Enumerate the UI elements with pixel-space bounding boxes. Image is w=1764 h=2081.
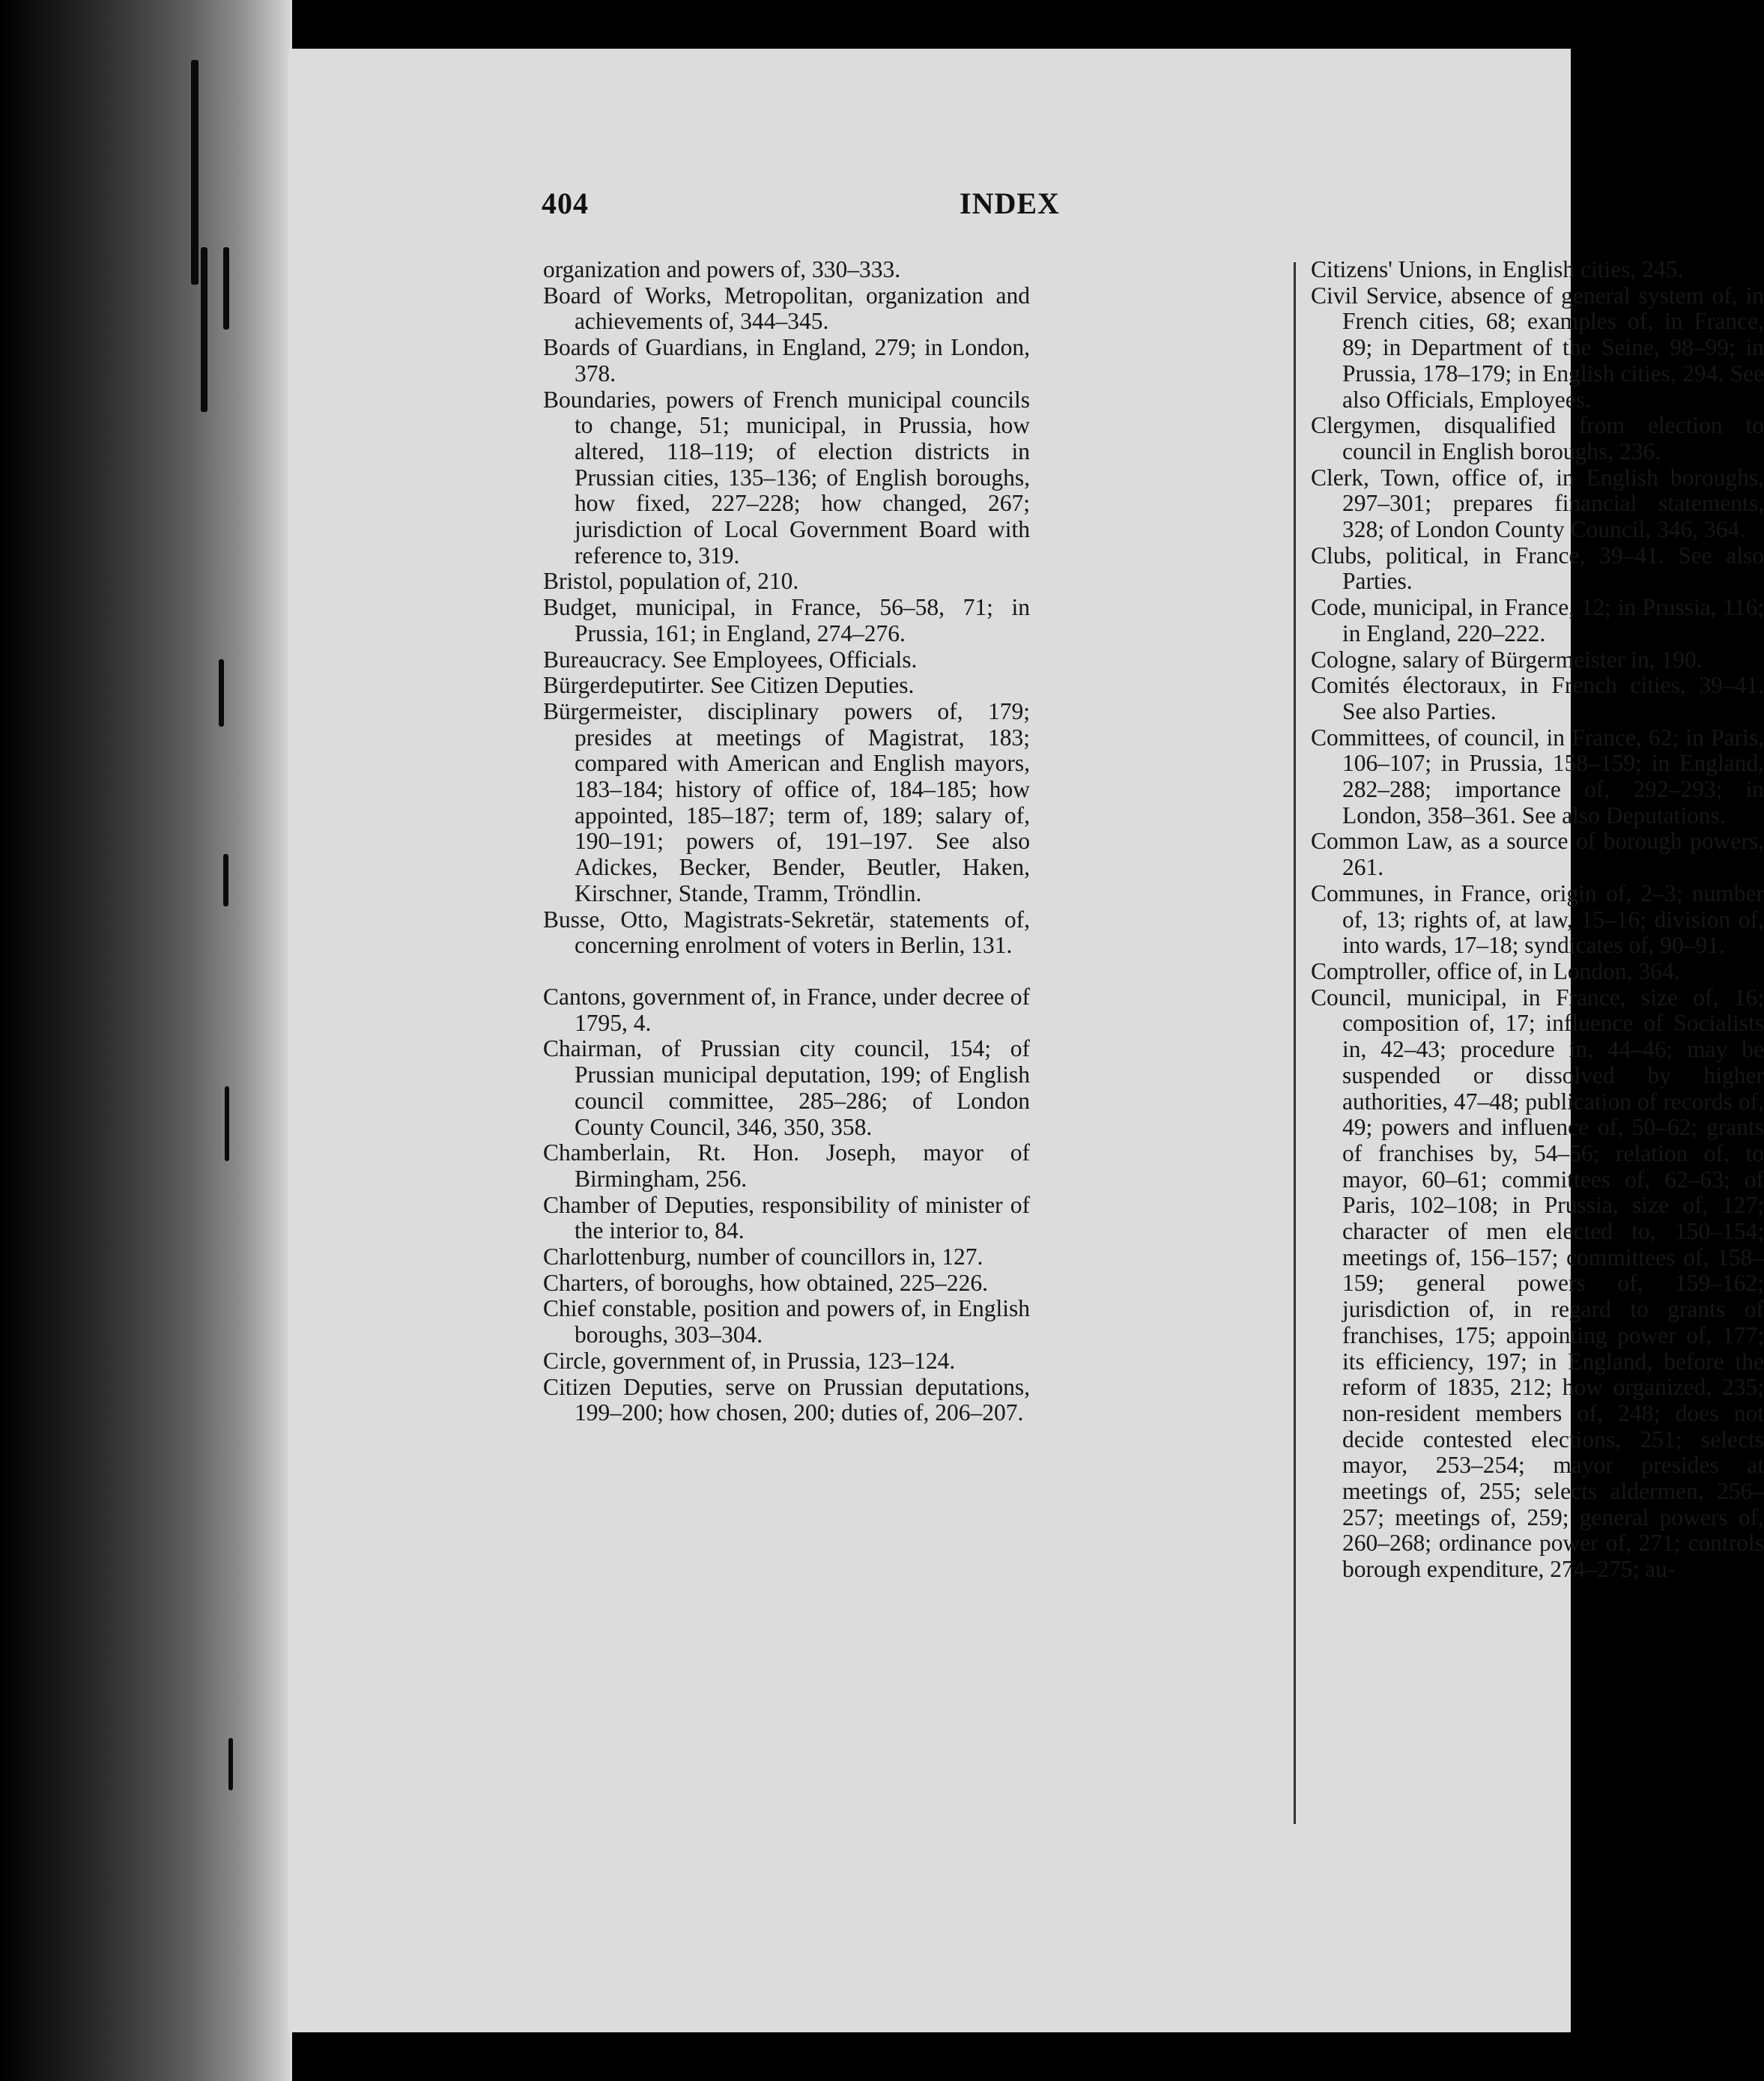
index-entry: Bureaucracy. See Employees, Officials. xyxy=(543,646,918,673)
index-entry: Chairman, of Prussian city council, 154; of Prussian municipal deputation, 199; of English council committee, 285–286; of London County Council, 346, 350, 358. xyxy=(543,1035,1030,1140)
page-number: 404 xyxy=(542,187,589,220)
index-entry: Comptroller, office of, in London, 364. xyxy=(1311,957,1680,984)
index-entry: Clerk, Town, office of, in English boroughs, 297–301; prepares financial statements, 328; of London County Council, 346, 364. xyxy=(1311,464,1764,543)
index-entry: Charters, of boroughs, how obtained, 225–226. xyxy=(543,1269,989,1296)
index-entry: Chamberlain, Rt. Hon. Joseph, mayor of Birmingham, 256. xyxy=(543,1139,1030,1192)
index-entry: Busse, Otto, Magistrats-Sekretär, statements of, concerning enrolment of voters in Berlin, 131. xyxy=(543,906,1030,959)
index-entry: Boundaries, powers of French municipal councils to change, 51; municipal, in Prussia, how altered, 118–119; of election districts in Prussian cities, 135–136; of English boroughs, how fixed, 227–228; how changed, 267; jurisdiction of Local Government Board with reference to, 319. xyxy=(543,386,1030,569)
left-index-column xyxy=(543,257,1030,1426)
index-entry: Cantons, government of, in France, under decree of 1795, 4. xyxy=(543,983,1030,1036)
index-entry: Civil Service, absence of general system of, in French cities, 68; examples of, in France, 89; in Department of the Seine, 98–99; in Prussia, 178–179; in English cities, 294. See also Officials, Employees. xyxy=(1311,282,1764,413)
index-entry: organization and powers of, 330–333. xyxy=(543,256,901,282)
index-entry: Council, municipal, in France, size of, 16; composition of, 17; influence of Socialists in, 42–43; procedure in, 44–46; may be suspended or dissolved by higher authorities, 47–48; publication of records of, 49; powers and influence of, 50–62; grants of franchises by, 54–56; relation of, to mayor, 60–61; committees of, 62–63; of Paris, 102–108; in Prussia, size of, 127; character of men elected to, 150–154; meetings of, 156–157; committees of, 158–159; general powers of, 159–162; jurisdiction of, in regard to grants of franchises, 175; appointing power of, 177; its efficiency, 197; in England, before the reform of 1835, 212; how organized, 235; non-resident members of, 248; does not decide contested elections, 251; selects mayor, 253–254; mayor presides at meetings of, 255; selects aldermen, 256–257; meetings of, 259; general powers of, 260–268; ordinance power of, 271; controls borough expenditure, 274–275; au- xyxy=(1311,984,1764,1583)
index-entry: Clubs, political, in France, 39–41. See also Parties. xyxy=(1311,542,1764,595)
page-title: INDEX xyxy=(960,187,1060,220)
index-entry: Citizens' Unions, in English cities, 245. xyxy=(1311,256,1684,282)
index-entry: Citizen Deputies, serve on Prussian deputations, 199–200; how chosen, 200; duties of, 206–207. xyxy=(543,1373,1030,1426)
index-entry: Board of Works, Metropolitan, organization and achievements of, 344–345. xyxy=(543,282,1030,335)
book-binding-edge xyxy=(0,0,292,2081)
index-entry: Charlottenburg, number of councillors in, 127. xyxy=(543,1244,983,1270)
index-entry: Code, municipal, in France, 12; in Prussia, 116; in England, 220–222. xyxy=(1311,594,1764,646)
index-entry: Cologne, salary of Bürgermeister in, 190. xyxy=(1311,646,1703,673)
column-divider xyxy=(1294,262,1296,1824)
index-entry: Bürgerdeputirter. See Citizen Deputies. xyxy=(543,672,915,699)
index-entry: Bristol, population of, 210. xyxy=(543,568,799,595)
index-entry: Communes, in France, origin of, 2–3; number of, 13; rights of, at law, 15–16; division of, into wards, 17–18; syndicates of, 90–91. xyxy=(1311,879,1764,959)
index-entry: Circle, government of, in Prussia, 123–124. xyxy=(543,1347,956,1374)
index-entry: Chamber of Deputies, responsibility of minister of the interior to, 84. xyxy=(543,1191,1030,1244)
index-entry: Budget, municipal, in France, 56–58, 71; in Prussia, 161; in England, 274–276. xyxy=(543,594,1030,646)
right-index-column xyxy=(1311,257,1764,1583)
index-entry: Committees, of council, in France, 62; in Paris, 106–107; in Prussia, 158–159; in England, 282–288; importance of, 292–293; in London, 358–361. See also Deputations. xyxy=(1311,724,1764,829)
index-page xyxy=(288,49,1764,2032)
index-entry: Chief constable, position and powers of, in English boroughs, 303–304. xyxy=(543,1295,1030,1348)
index-entry: Boards of Guardians, in England, 279; in London, 378. xyxy=(543,334,1030,387)
index-entry: Comités électoraux, in French cities, 39–41. See also Parties. xyxy=(1311,672,1764,724)
index-entry: Common Law, as a source of borough powers, 261. xyxy=(1311,828,1764,881)
index-entry: Clergymen, disqualified from election to council in English boroughs, 236. xyxy=(1311,412,1764,464)
index-entry: Bürgermeister, disciplinary powers of, 179; presides at meetings of Magistrat, 183; compared with American and English mayors, 183–184; history of office of, 184–185; how appointed, 185–187; term of, 189; salary of, 190–191; powers of, 191–197. See also Adickes, Becker, Bender, Beutler, Haken, Kirschner, Stande, Tramm, Tröndlin. xyxy=(543,697,1030,906)
